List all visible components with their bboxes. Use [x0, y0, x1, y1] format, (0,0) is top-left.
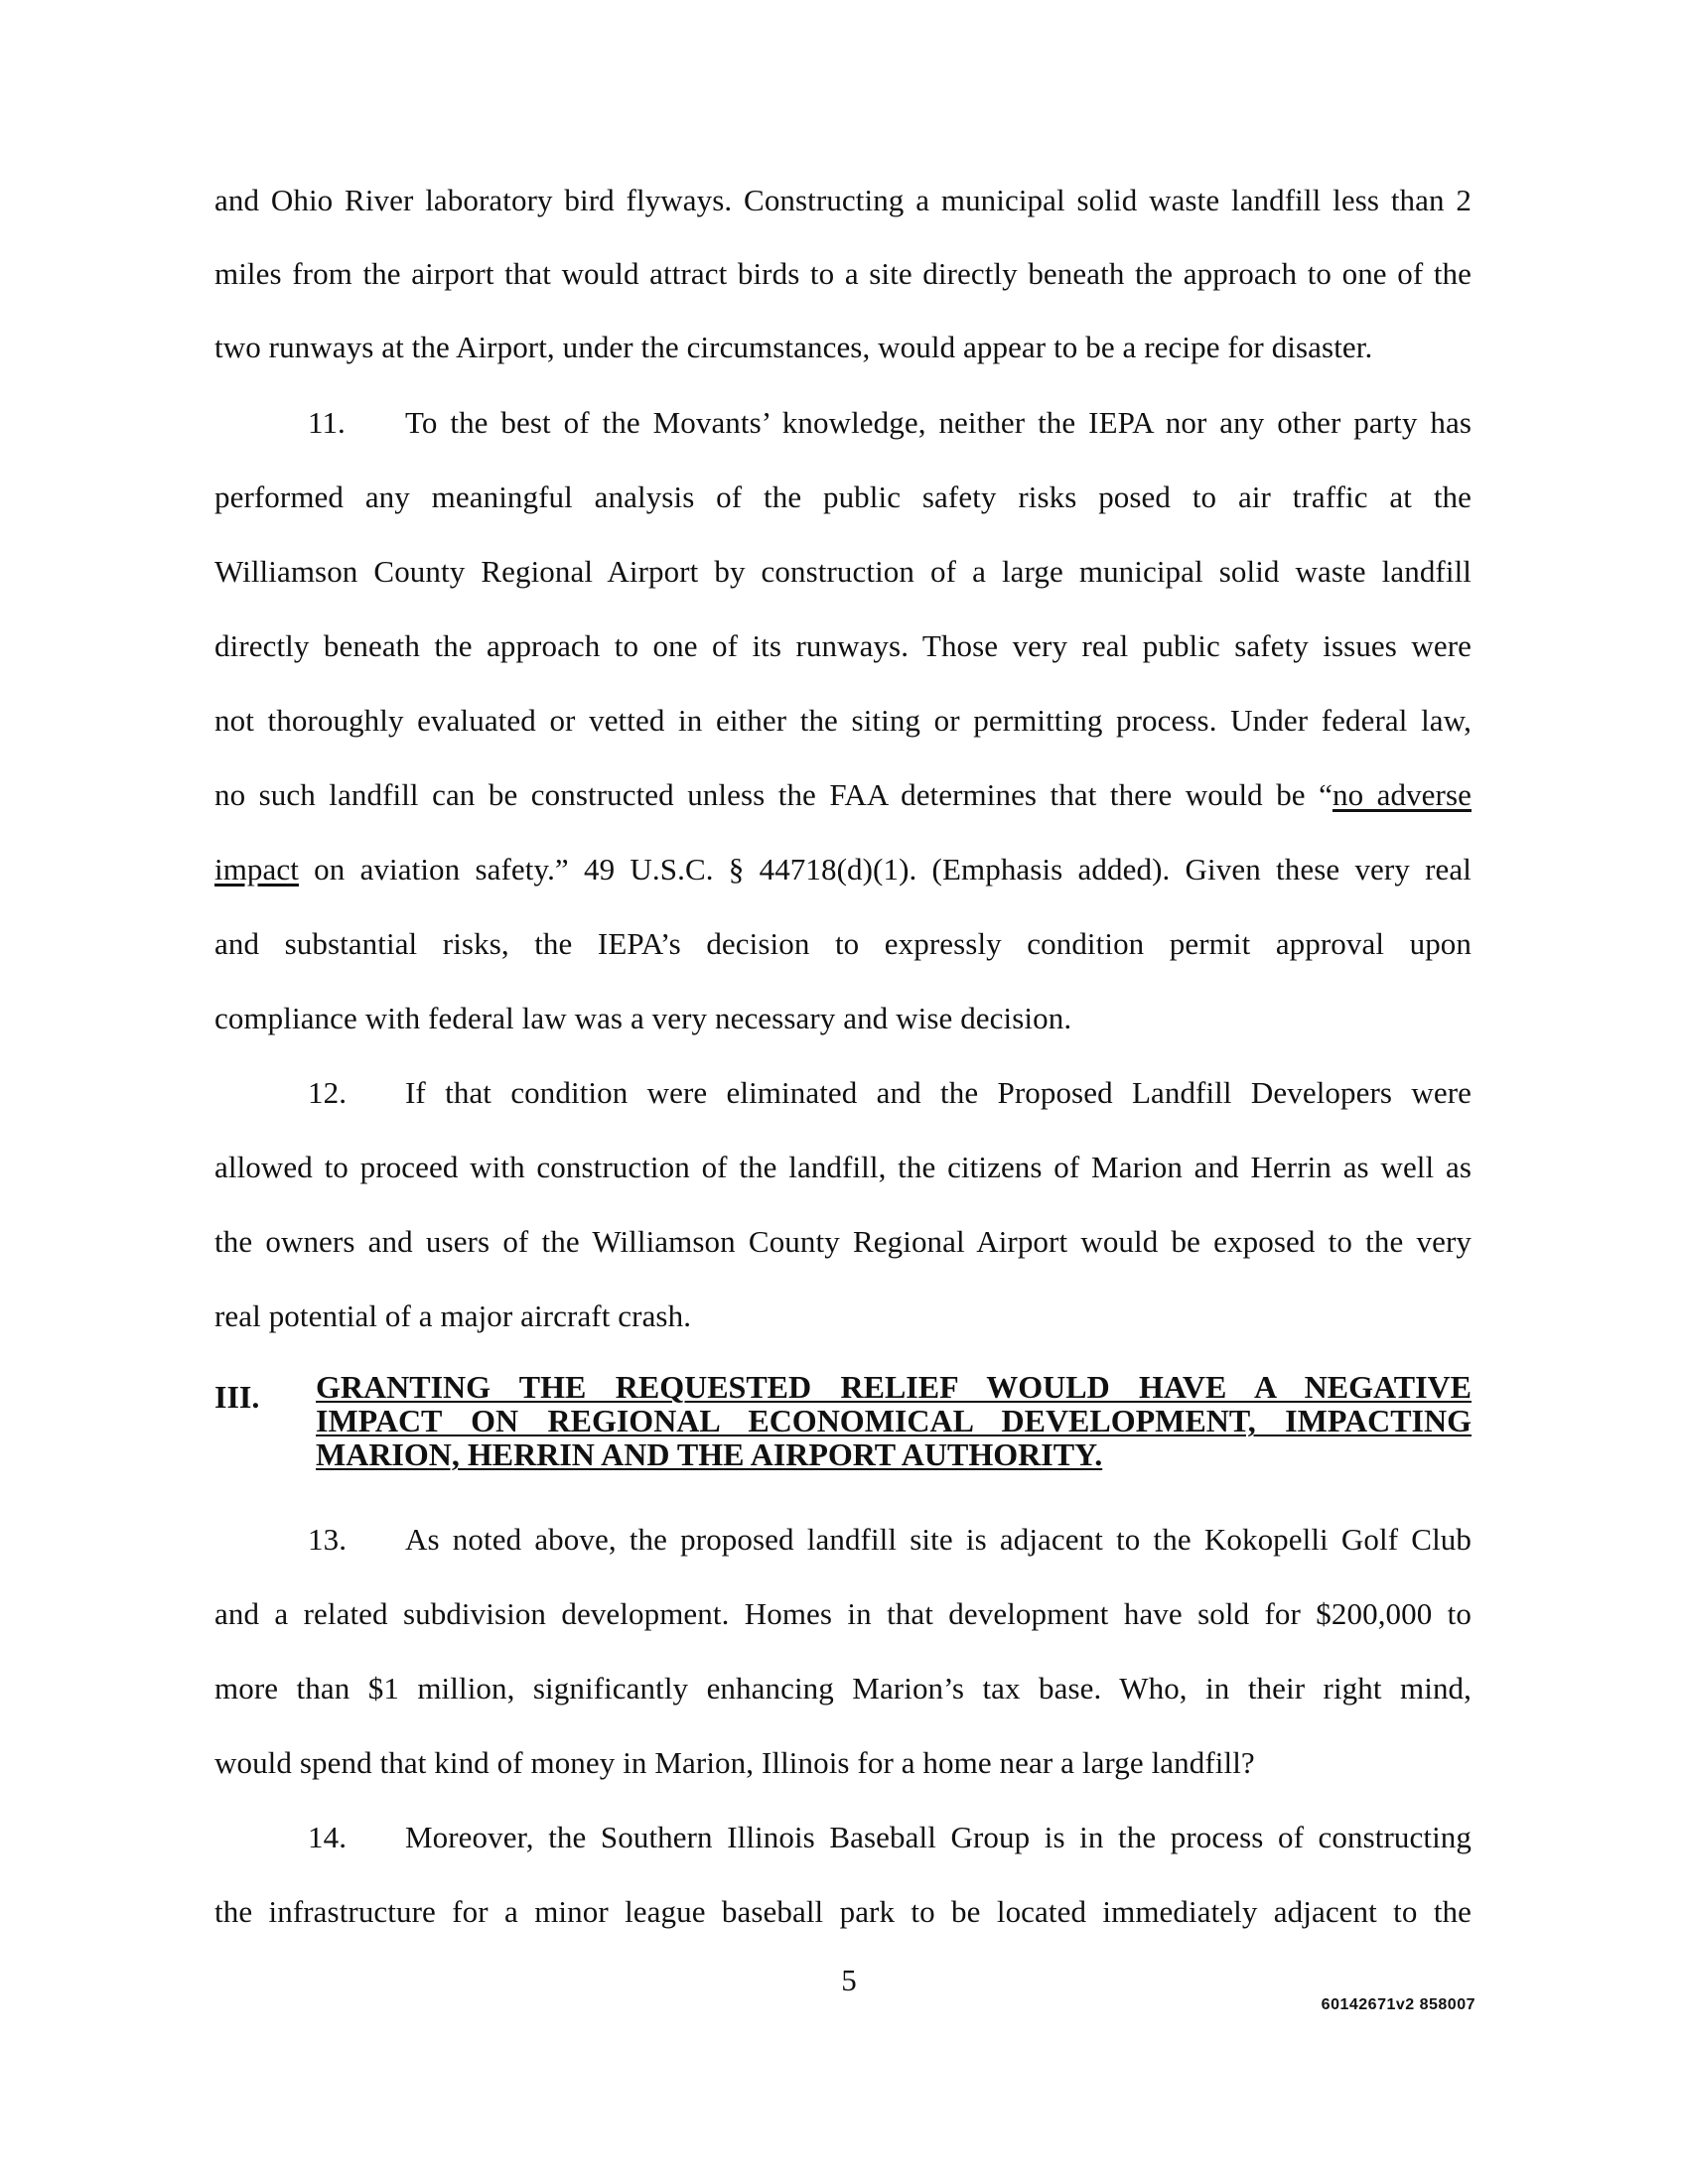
text-line: allowed to proceed with construction of the landfill, the citizens of Marion and Herrin as well as [214, 1150, 1472, 1184]
text-line: not thoroughly evaluated or vetted in either the siting or permitting process. Under federal law, [214, 703, 1472, 738]
text-line: and Ohio River laboratory bird flyways. Constructing a municipal solid waste landfill less than 2 [214, 183, 1472, 217]
text-line: compliance with federal law was a very necessary and wise decision. [214, 1001, 1072, 1035]
text-line: If that condition were eliminated and the Proposed Landfill Developers were [405, 1075, 1472, 1110]
text-line: Williamson County Regional Airport by construction of a large municipal solid waste landfill [214, 554, 1472, 589]
paragraph-number: 11. [308, 405, 346, 440]
text-line: and substantial risks, the IEPA’s decision to expressly condition permit approval upon [214, 926, 1472, 961]
text-line [214, 852, 1472, 887]
text-line: real potential of a major aircraft crash. [214, 1298, 692, 1333]
section-heading-line: MARION, HERRIN AND THE AIRPORT AUTHORITY. [316, 1436, 1103, 1472]
page-number: 5 [841, 1963, 857, 1997]
text-segment: on aviation safety.” 49 U.S.C. § 44718(d)(1). (Emphasis added). Given these very real [298, 852, 1472, 887]
section-heading-line: IMPACT ON REGIONAL ECONOMICAL DEVELOPMENT, IMPACTING [316, 1403, 1472, 1438]
text-line: the infrastructure for a minor league baseball park to be located immediately adjacent to the [214, 1894, 1472, 1929]
text-segment: no such landfill can be constructed unless the FAA determines that there would be “ [214, 777, 1333, 812]
text-line [214, 777, 1472, 813]
underlined-text: impact [214, 852, 299, 887]
text-line: two runways at the Airport, under the circumstances, would appear to be a recipe for disaster. [214, 330, 1373, 364]
document-id: 60142671v2 858007 [1321, 1996, 1475, 2013]
paragraph-number: 12. [308, 1075, 348, 1110]
section-number: III. [214, 1379, 260, 1415]
underlined-text: no adverse [1332, 777, 1472, 812]
text-line: more than $1 million, significantly enhancing Marion’s tax base. Who, in their right mind, [214, 1671, 1472, 1706]
text-line: miles from the airport that would attract birds to a site directly beneath the approach to one of the [214, 256, 1472, 291]
text-line: would spend that kind of money in Marion, Illinois for a home near a large landfill? [214, 1745, 1255, 1780]
paragraph-number: 14. [308, 1820, 348, 1854]
text-line: To the best of the Movants’ knowledge, neither the IEPA nor any other party has [405, 405, 1472, 440]
section-heading-line: GRANTING THE REQUESTED RELIEF WOULD HAVE A NEGATIVE [316, 1369, 1472, 1405]
text-line: performed any meaningful analysis of the public safety risks posed to air traffic at the [214, 479, 1472, 514]
text-line: and a related subdivision development. Homes in that development have sold for $200,000 to [214, 1596, 1472, 1631]
text-line: directly beneath the approach to one of its runways. Those very real public safety issues were [214, 628, 1472, 663]
text-line: Moreover, the Southern Illinois Baseball Group is in the process of constructing [405, 1820, 1472, 1854]
text-line: the owners and users of the Williamson County Regional Airport would be exposed to the very [214, 1224, 1472, 1259]
text-line: As noted above, the proposed landfill site is adjacent to the Kokopelli Golf Club [405, 1522, 1472, 1557]
paragraph-number: 13. [308, 1522, 348, 1557]
